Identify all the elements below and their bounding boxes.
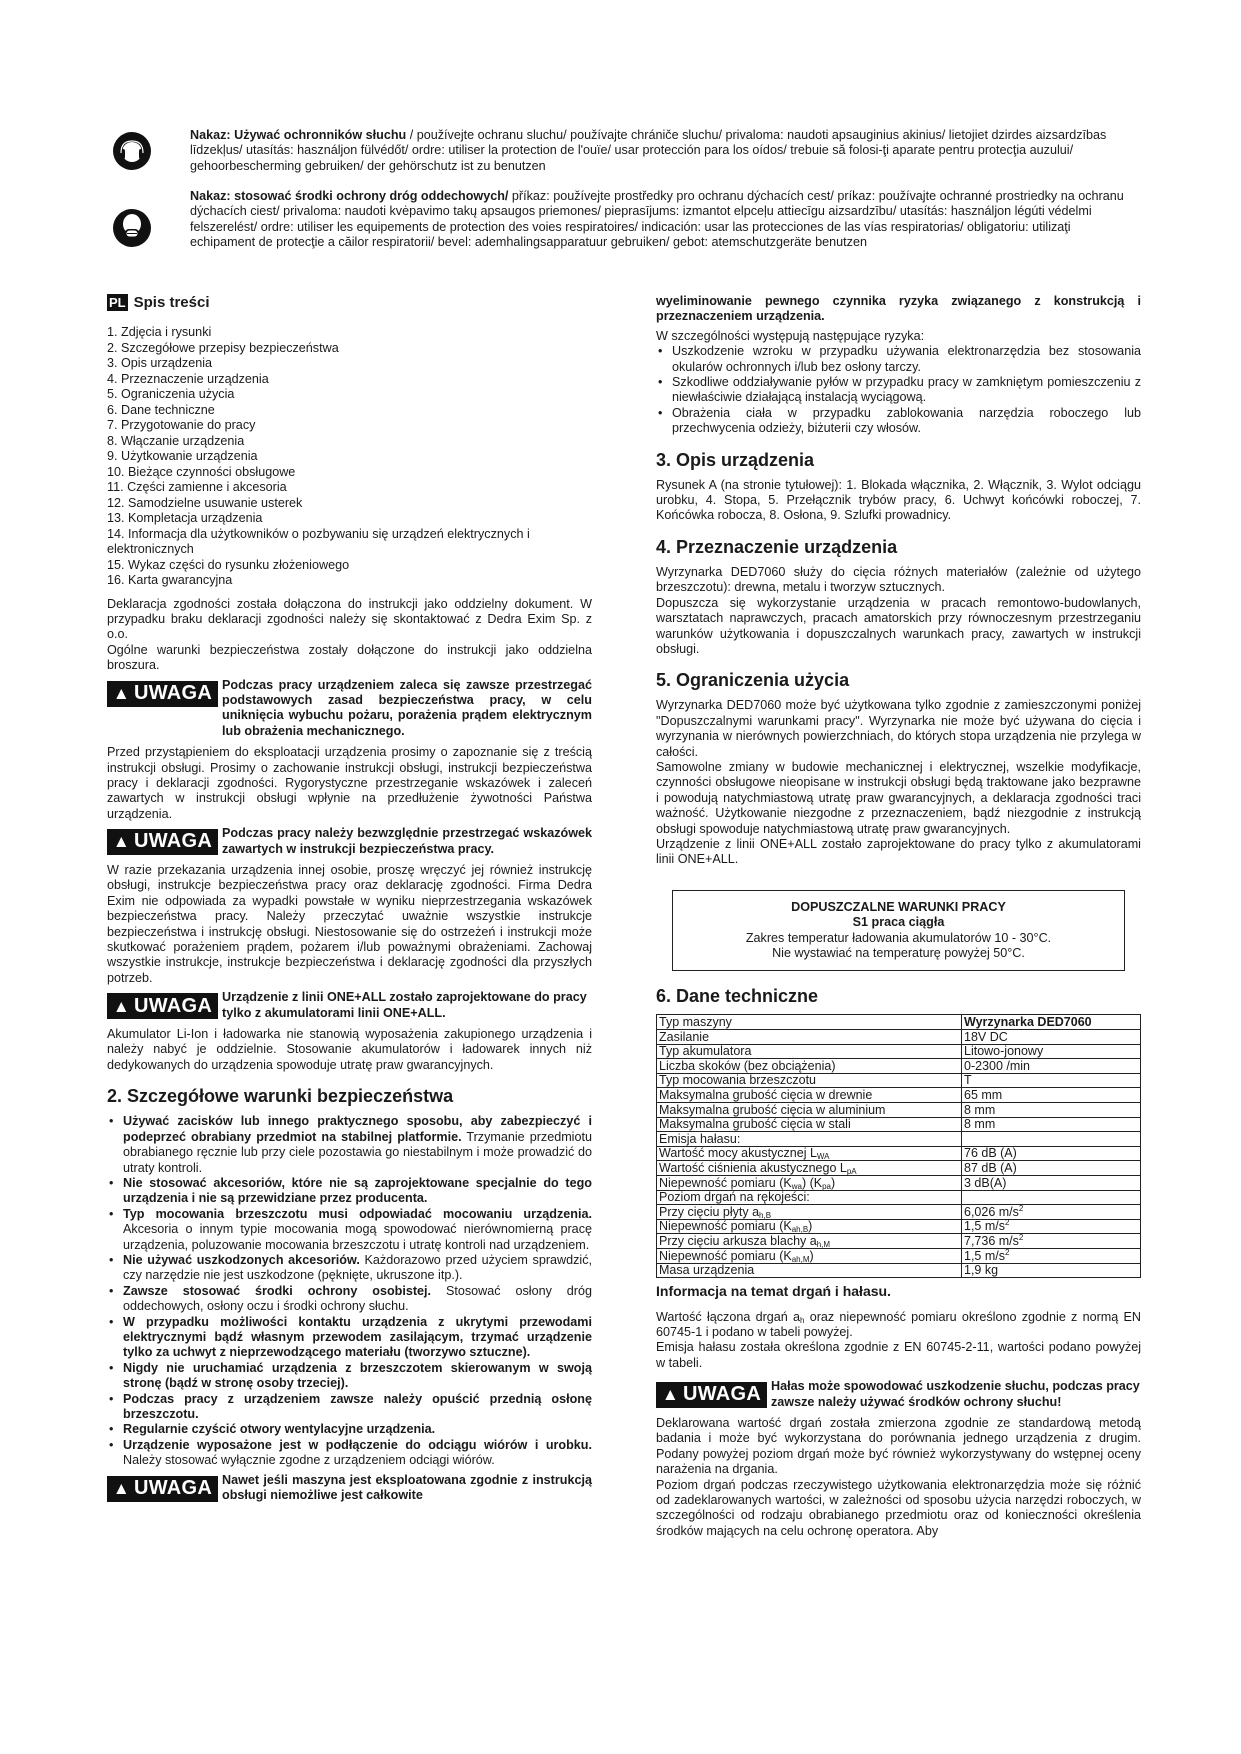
table-cell: 3 dB(A) xyxy=(962,1175,1141,1190)
table-row xyxy=(657,1234,1141,1249)
table-cell: Typ maszyny xyxy=(657,1015,962,1030)
safety-item: • Podczas pracy z urządzeniem zawsze należy opuścić przednią osłonę brzeszczotu. xyxy=(107,1392,592,1423)
safety-item: • Nigdy nie uruchamiać urządzenia z brzeszczotem skierowanym w swoją stronę (bądź w stronę osoby trzeciej). xyxy=(107,1361,592,1392)
info-text-2: Emisja hałasu została określona zgodnie z EN 60745-2-11, wartości podano powyżej w tabeli. xyxy=(656,1340,1141,1370)
toc-item: 14. Informacja dla użytkowników o pozbywaniu się urządzeń elektrycznych i elektronicznych xyxy=(107,526,530,556)
safety-item: • Zawsze stosować środki ochrony osobistej. Stosować osłony dróg oddechowych, osłony oczu i środki ochrony słuchu. xyxy=(107,1284,592,1315)
table-cell: Typ akumulatora xyxy=(657,1044,962,1059)
section-heading-opis: 3. Opis urządzenia xyxy=(656,449,815,470)
notice-hearing-text: Nakaz: Używać ochronników słuchu / používejte ochranu sluchu/ používajte chrániče sluchu/ privaloma: naudoti apsauginius akinius/ lietojiet dzirdes aizsardzības līdzekļus/ utasítás: használjon fülvédőt/ ordre: utiliser la protection de l'ouïe/ usar protección para los oídos/ trebuie să folosi-ţi aparate pentru protecţia auzului/ gehoorbescherming gebruiken/ der gehörschutz ist zu benutzen xyxy=(190,128,1107,173)
table-cell: Niepewność pomiaru $(K_{wa})$ $(K_{pa})$ xyxy=(657,1175,962,1190)
notice-respiratory-text: Nakaz: stosować środki ochrony dróg oddechowych/ příkaz: používejte prostředky pro ochranu dýchacích cest/ príkaz: používajte ochranné prostriedky na ochranu dýchacích ciest/ privaloma: naudoti kvėpavimo takų apsaugos priemones/ pieprasījums: izmantot elpceļu attiecīgu aizsardzību/ utasítás: használjon légúti védelmi felszerelést/ ordre: utiliser les equipements de protection des voies respiratoires/ indicación: usar las protecciones de las vías respiratorias/ obligatoriu: utilizaţi echipament de protecţie a căilor respiratorii/ bevel: ademhalingsapparatuur gebruiken/ gebot: atemschutzgeräte benutzen xyxy=(190,189,1124,250)
table-cell: 76 dB (A) xyxy=(962,1146,1141,1161)
table-cell: 87 dB (A) xyxy=(962,1161,1141,1176)
risk-item: • Szkodliwe oddziaływanie pyłów w przypadku pracy w zamkniętym pomieszczeniu z niewłaściwie działającą instalacją wyciągową. xyxy=(656,375,1141,406)
opis-text: Rysunek A (na stronie tytułowej): 1. Blokada włącznika, 2. Włącznik, 3. Wylot odciągu urobku, 4. Stopa, 5. Przełącznik trybów pracy, 6. Uchwyt końcówki roboczej, 7. Końcówka robocza, 8. Osłona, 9. Szlufki prowadnicy. xyxy=(656,477,1141,523)
toc-item: 7. Przygotowanie do pracy xyxy=(107,418,256,432)
safety-item: • W przypadku możliwości kontaktu urządzenia z ukrytymi przewodami elektrycznymi bądź własnym przewodem zasilającym, trzymać urządzenie tylko za uchwyt z nieprzewodzącego materiału (tworzywo sztuczne). xyxy=(107,1315,592,1361)
table-cell xyxy=(962,1132,1141,1147)
risks-intro: W szczególności występują następujące ryzyka: xyxy=(656,328,925,343)
warning-triangle-icon: ▲ xyxy=(112,832,130,852)
table-row xyxy=(657,1015,1141,1030)
warning-text: Podczas pracy urządzeniem zaleca się zawsze przestrzegać podstawowych zasad bezpieczeństwa pracy, w celu uniknięcia wybuchu pożaru, porażenia prądem elektrycznym lub obrażenia mechanicznego. xyxy=(222,677,592,738)
table-cell: T xyxy=(962,1073,1141,1088)
section-heading-przeznaczenie: 4. Przeznaczenie urządzenia xyxy=(656,536,898,557)
box-subtitle: S1 praca ciągła xyxy=(852,915,945,930)
table-cell: Liczba skoków (bez obciążenia) xyxy=(657,1059,962,1074)
toc-item: 12. Samodzielne usuwanie usterek xyxy=(107,495,303,510)
respirator-mask-icon xyxy=(112,208,152,248)
box-line: Nie wystawiać na temperaturę powyżej 50°C. xyxy=(772,946,1025,960)
box-line: Zakres temperatur ładowania akumulatorów 10 - 30°C. xyxy=(745,930,1052,945)
table-row xyxy=(657,1190,1141,1205)
table-row xyxy=(657,1059,1141,1074)
table-row xyxy=(657,1132,1141,1147)
table-cell: 8 mm xyxy=(962,1102,1141,1117)
toc-item: 8. Włączanie urządzenia xyxy=(107,433,245,448)
pl-language-badge: PL xyxy=(109,295,126,310)
table-cell: 8 mm xyxy=(962,1117,1141,1132)
safety-item: • Urządzenie wyposażone jest w podłączenie do odciągu wiórów i urobku. Należy stosować wyłącznie zgodne z urządzeniem odciągi wiórów. xyxy=(107,1438,592,1469)
table-row xyxy=(657,1219,1141,1234)
general-conditions-text: Ogólne warunki bezpieczeństwa zostały dołączone do instrukcji jako oddzielna broszura. xyxy=(107,642,592,673)
table-cell: Poziom drgań na rękojeści: xyxy=(657,1190,962,1205)
table-cell: Maksymalna grubość cięcia w stali xyxy=(657,1117,962,1132)
table-row xyxy=(657,1088,1141,1103)
table-cell: 1,5 $m/s^2$ xyxy=(962,1248,1141,1263)
info-text-3: Deklarowana wartość drgań została zmierzona zgodnie ze standardową metodą badania i może być wykorzystana do porównania jednego urządzenia z drugim. Podany powyżej poziom drgań może być również wykorzystywany do wstępnej oceny narażenia na drgania. xyxy=(656,1415,1141,1477)
toc-item: 11. Części zamienne i akcesoria xyxy=(107,480,287,494)
warning-triangle-icon: ▲ xyxy=(112,683,130,703)
paragraph-intro: Przed przystąpieniem do eksploatacji urządzenia prosimy o zapoznanie się z treścią instrukcji obsługi. Prosimy o zachowanie instrukcji obsługi, instrukcji bezpieczeństwa pracy i deklaracji zgodności. Rygorystyczne przestrzeganie wskazówek i zaleceń zawartych w instrukcji obsługi wpłynie na przedłużenie żywotności Państwa urządzenia. xyxy=(107,745,592,821)
table-row xyxy=(657,1263,1141,1278)
toc-item: 6. Dane techniczne xyxy=(107,402,215,417)
info-text-4: Poziom drgań podczas rzeczywistego użytkowania elektronarzędzia może się różnić od zadeklarowanych wartości, w zależności od sposobu użycia narzędzi roboczych, w szczególności od rodzaju obrabianego przedmiotu oraz od konieczności określenia środków mających na celu ochronę operatora. Aby xyxy=(656,1477,1141,1538)
toc-item: 15. Wykaz części do rysunku złożeniowego xyxy=(107,557,350,572)
safety-item: • Używać zacisków lub innego praktycznego sposobu, aby zabezpieczyć i podeprzeć obrabiany przedmiot na stabilnej platformie. Trzymanie przedmiotu obrabianego ręcznie lub przy ciele pozostawia go niestabilnym i może prowadzić do utraty kontroli. xyxy=(107,1114,592,1176)
toc-item: 2. Szczegółowe przepisy bezpieczeństwa xyxy=(107,340,339,355)
table-row xyxy=(657,1175,1141,1190)
toc-heading xyxy=(107,294,592,311)
safety-list xyxy=(107,1114,592,1468)
warning-text: Podczas pracy należy bezwzględnie przestrzegać wskazówek zawartych w instrukcji bezpieczeństwa pracy. xyxy=(222,826,592,856)
warning-text: Urządzenie z linii ONE+ALL zostało zaprojektowane do pracy tylko z akumulatorami linii ONE+ALL. xyxy=(222,990,587,1020)
safety-item: • Nie używać uszkodzonych akcesoriów. Każdorazowo przed użyciem sprawdzić, czy narzędzie nie jest uszkodzone (pęknięte, ukruszone itp.). xyxy=(107,1253,592,1284)
toc-item: 10. Bieżące czynności obsługowe xyxy=(107,464,296,479)
left-column xyxy=(107,294,592,1503)
safety-item: • Nie stosować akcesoriów, które nie są zaprojektowane specjalnie do tego urządzenia i nie są przewidziane przez producenta. xyxy=(107,1176,592,1207)
table-cell: Masa urządzenia xyxy=(657,1263,962,1278)
notice-hearing xyxy=(120,128,1138,174)
uwaga-badge: ▲ UWAGA xyxy=(107,993,218,1019)
table-cell: 18V DC xyxy=(962,1030,1141,1045)
uwaga-badge: ▲ UWAGA xyxy=(107,829,218,855)
paragraph-handover: W razie przekazania urządzenia innej osobie, proszę wręczyć jej również instrukcję obsługi, instrukcje bezpieczeństwa pracy oraz deklarację zgodności. Firma Dedra Exim nie odpowiada za wypadki powstałe w wyniku nieprzestrzegania wskazówek bezpieczeństwa pracy. Należy przeczytać uważnie wszystkie instrukcje bezpieczeństwa i instrukcję obsługi. Niestosowanie się do ostrzeżeń i instrukcji może skutkować porażeniem prądem, pożarem i/lub poważnymi obrażeniami. Zachowaj wszystkie instrukcje, instrukcje bezpieczeństwa i deklarację zgodności dla przyszłych potrzeb. xyxy=(107,863,592,985)
table-row xyxy=(657,1073,1141,1088)
info-heading: Informacja na temat drgań i hałasu. xyxy=(656,1283,891,1300)
operating-conditions-box xyxy=(672,890,1125,972)
table-row xyxy=(657,1205,1141,1220)
toc-item: 3. Opis urządzenia xyxy=(107,356,213,370)
table-row xyxy=(657,1044,1141,1059)
table-row xyxy=(657,1248,1141,1263)
table-cell: Typ mocowania brzeszczotu xyxy=(657,1073,962,1088)
warning-triangle-icon: ▲ xyxy=(112,1478,130,1498)
uwaga-badge: ▲ UWAGA xyxy=(107,681,218,707)
right-column xyxy=(656,294,1141,1539)
ograniczenia-text-3: Urządzenie z linii ONE+ALL zostało zaprojektowane do pracy tylko z akumulatorami linii ONE+ALL. xyxy=(656,836,1141,867)
toc-list xyxy=(107,325,592,589)
declaration-text: Deklaracja zgodności została dołączona do instrukcji jako oddzielny dokument. W przypadku braku deklaracji zgodności należy się skontaktować z Dedra Exim Sp. z o.o. xyxy=(107,596,592,642)
paragraph-battery: Akumulator Li-Ion i ładowarka nie stanowią wyposażenia zakupionego urządzenia i należy nabyć je oddzielnie. Stosowanie akumulatorów i ładowarek innych niż dedykowanych do urządzenia spowoduje utratę praw gwarancyjnych. xyxy=(107,1027,592,1072)
table-cell: Niepewność pomiaru $(K_{ah,B})$ xyxy=(657,1219,962,1234)
table-cell: Litowo-jonowy xyxy=(962,1044,1141,1059)
warning-block-noise xyxy=(656,1379,1141,1410)
table-row xyxy=(657,1030,1141,1045)
section-heading-dane: 6. Dane techniczne xyxy=(656,986,819,1007)
table-cell: Zasilanie xyxy=(657,1030,962,1045)
table-cell: 6,026 $m/s^2$ xyxy=(962,1205,1141,1220)
info-text-1: Wartość łączona drgań $a_h$ oraz niepewność pomiaru określono zgodnie z normą EN 60745-1 i podano w tabeli powyżej. xyxy=(656,1309,1141,1339)
table-cell: Przy cięciu arkusza blachy $a_{h,M}$ xyxy=(657,1234,962,1249)
ograniczenia-text-1: Wyrzynarka DED7060 może być użytkowana tylko zgodnie z zamieszczonymi poniżej "Dopuszczalnymi warunkami pracy". Wyrzynarka nie może być używana do cięcia i wyrzynania w nierównych powierzchniach, do których stopa urządzenia nie przylega w całości. xyxy=(656,698,1141,759)
table-row xyxy=(657,1146,1141,1161)
table-cell: Wartość mocy akustycznej $L_{WA}$ xyxy=(657,1146,962,1161)
ear-protection-icon xyxy=(112,131,152,171)
table-cell: Wyrzynarka DED7060 xyxy=(962,1015,1141,1030)
table-cell: Wartość ciśnienia akustycznego $L_{pA}$ xyxy=(657,1161,962,1176)
table-cell: 7,736 $m/s^2$ xyxy=(962,1234,1141,1249)
table-cell xyxy=(962,1190,1141,1205)
ograniczenia-text-2: Samowolne zmiany w budowie mechanicznej i elektrycznej, wszelkie modyfikacje, czynności obsługowe nieopisane w instrukcji obsługi będą traktowane jako bezprawne i powodują natychmiastową utratę praw gwarancyjnych, a deklaracja zgodności traci ważność. Użytkowanie niezgodne z przeznaczeniem, bądź niezgodnie z instrukcją obsługi spowoduje natychmiastową utratę praw gwarancyjnych. xyxy=(656,759,1141,836)
risk-item: • Uszkodzenie wzroku w przypadku używania elektronarzędzia bez stosowania okularów ochronnych i/lub bez osłony tarczy. xyxy=(656,344,1141,375)
table-cell: 0-2300 /min xyxy=(962,1059,1141,1074)
warning-triangle-icon: ▲ xyxy=(112,996,130,1016)
risk-item: • Obrażenia ciała w przypadku zablokowania narzędzia roboczego lub przechwycenia odzieży, biżuterii czy włosów. xyxy=(656,406,1141,437)
warning-block-2 xyxy=(107,826,592,857)
toc-item: 4. Przeznaczenie urządzenia xyxy=(107,371,269,386)
notice-respiratory xyxy=(120,189,1138,251)
table-row xyxy=(657,1161,1141,1176)
table-cell: Niepewność pomiaru $(K_{ah,M})$ xyxy=(657,1248,962,1263)
warning-block-4 xyxy=(107,1473,592,1504)
box-title: DOPUSZCZALNE WARUNKI PRACY xyxy=(791,899,1006,914)
warning-block-1 xyxy=(107,678,592,740)
uwaga-badge: ▲ UWAGA xyxy=(656,1382,767,1408)
table-row xyxy=(657,1102,1141,1117)
table-cell: 65 mm xyxy=(962,1088,1141,1103)
warning-text: Hałas może spowodować uszkodzenie słuchu, podczas pracy zawsze należy używać środków ochrony słuchu! xyxy=(771,1379,1140,1409)
uwaga-badge: ▲ UWAGA xyxy=(107,1476,218,1502)
safety-item: • Typ mocowania brzeszczotu musi odpowiadać mocowaniu urządzenia. Akcesoria o innym typie mocowania mogą spowodować nierównomierną pracę urządzenia, poluzowanie mocowania brzeszczotu i utratę kontroli nad urządzeniem. xyxy=(107,1207,592,1253)
spec-table xyxy=(656,1014,1141,1278)
toc-item: 13. Kompletacja urządzenia xyxy=(107,511,263,525)
przeznaczenie-text-1: Wyrzynarka DED7060 służy do cięcia różnych materiałów (zależnie od użytego brzeszczotu): drewna, metalu i tworzyw sztucznych. xyxy=(656,564,1141,595)
warning-text: Nawet jeśli maszyna jest eksploatowana zgodnie z instrukcją obsługi niemożliwe jest całkowite xyxy=(222,1472,592,1503)
table-cell: Maksymalna grubość cięcia w aluminium xyxy=(657,1102,962,1117)
toc-item: 9. Użytkowanie urządzenia xyxy=(107,449,258,463)
table-cell: Emisja hałasu: xyxy=(657,1132,962,1147)
table-cell: 1,9 kg xyxy=(962,1263,1141,1278)
przeznaczenie-text-2: Dopuszcza się wykorzystanie urządzenia w pracach remontowo-budowlanych, warsztatach naprawczych, pracach amatorskich przy równoczesnym przestrzeganiu warunków użytkowania i dopuszczalnych warunkach pracy, zawartych w instrukcji obsługi. xyxy=(656,595,1141,656)
table-cell: 1,5 $m/s^2$ xyxy=(962,1219,1141,1234)
table-row xyxy=(657,1117,1141,1132)
warning-block-3 xyxy=(107,990,592,1021)
toc-item: 1. Zdjęcia i rysunki xyxy=(107,325,212,339)
safety-item: • Regularnie czyścić otwory wentylacyjne urządzenia. xyxy=(107,1422,592,1437)
warning-triangle-icon: ▲ xyxy=(661,1385,679,1405)
toc-item: 16. Karta gwarancyjna xyxy=(107,573,233,587)
toc-item: 5. Ograniczenia użycia xyxy=(107,387,235,401)
table-cell: Przy cięciu płyty $a_{h,B}$ xyxy=(657,1205,962,1220)
toc-title: Spis treści xyxy=(133,293,210,311)
table-cell: Maksymalna grubość cięcia w drewnie xyxy=(657,1088,962,1103)
risks-list xyxy=(656,344,1141,436)
section-heading-safety: 2. Szczegółowe warunki bezpieczeństwa xyxy=(107,1086,454,1107)
continued-warning-text: wyeliminowanie pewnego czynnika ryzyka związanego z konstrukcją i przeznaczeniem urządzenia. xyxy=(656,294,1141,324)
section-heading-ograniczenia: 5. Ograniczenia użycia xyxy=(656,670,850,691)
